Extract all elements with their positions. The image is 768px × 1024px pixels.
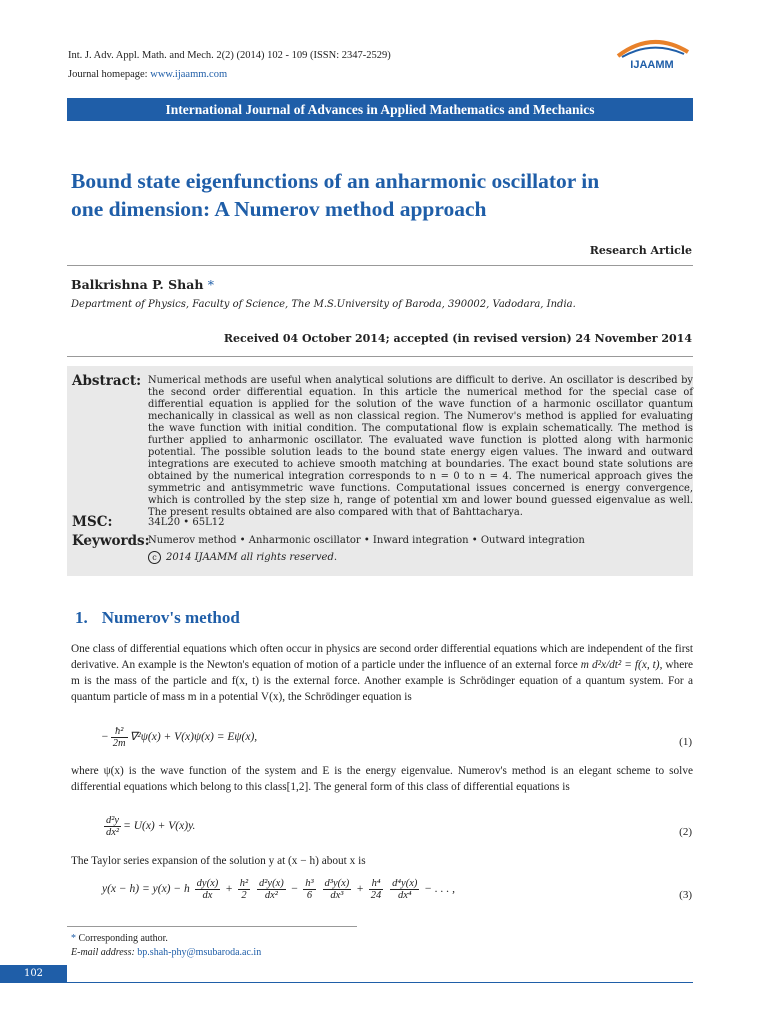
- author-name: [71, 277, 214, 292]
- abstract-label: Abstract:: [72, 373, 142, 389]
- footnote-text: Corresponding author.: [78, 933, 168, 944]
- equation-tail: − . . . ,: [424, 883, 456, 896]
- fraction: [369, 878, 384, 901]
- equation-body: ∇²ψ(x) + V(x)ψ(x) = Eψ(x),: [129, 731, 258, 744]
- plus-sign: +: [356, 883, 364, 896]
- author-affiliation: Department of Physics, Faculty of Science, The M.S.University of Baroda, 390002, Vadodara, India.: [71, 299, 576, 310]
- fraction: [323, 878, 352, 901]
- body-paragraph: where ψ(x) is the wave function of the system and E is the energy eigenvalue. Numerov's method is an elegant scheme to solve differential equations which belong to this class[1,2]. The general form of this class of differential equations is: [71, 765, 693, 793]
- msc-label: MSC:: [72, 514, 113, 530]
- paper-title: [71, 167, 711, 223]
- numerator: h³: [305, 878, 314, 889]
- author-footnote-mark[interactable]: *: [207, 277, 215, 292]
- equation-number: (3): [679, 889, 692, 901]
- fraction: [104, 815, 121, 838]
- copyright-text: 2014 IJAAMM all rights reserved.: [166, 552, 338, 563]
- denominator: 6: [306, 890, 313, 901]
- copyright-icon: c: [148, 551, 161, 564]
- citation-line: Int. J. Adv. Appl. Math. and Mech. 2(2) (2014) 102 - 109 (ISSN: 2347-2529): [68, 50, 391, 61]
- numerator: dy(x): [196, 878, 219, 889]
- numerator: d³y(x): [324, 878, 350, 889]
- equation-number: (1): [679, 736, 692, 748]
- fraction: [238, 878, 250, 901]
- footnote-email: [71, 947, 261, 958]
- equation-3: [102, 878, 455, 901]
- equation-body: = U(x) + V(x)y.: [123, 820, 196, 833]
- author-text: Balkrishna P. Shah: [71, 277, 204, 292]
- fraction: [257, 878, 286, 901]
- minus-sign: −: [101, 731, 109, 744]
- footnote-corresponding: [71, 933, 168, 944]
- equation-number: (2): [679, 826, 692, 838]
- homepage-link[interactable]: www.ijaamm.com: [150, 69, 228, 80]
- paragraph-text: , where m is the mass of the particle and f(x, t) is the external force. Another example is Schrödinger equation of a quantum system. For a quantum particle of mass m in a potential V(x), the Schrödinger equation is: [71, 659, 693, 703]
- article-type: Research Article: [589, 244, 692, 257]
- title-line-1: Bound state eigenfunctions of an anharmonic oscillator in: [71, 169, 600, 193]
- denominator: dx⁴: [397, 890, 412, 901]
- numerator: h⁴: [369, 878, 384, 890]
- keywords-list: Numerov method • Anharmonic oscillator • Inward integration • Outward integration: [148, 535, 585, 546]
- fraction: [303, 878, 315, 901]
- journal-name-bar: International Journal of Advances in Applied Mathematics and Mechanics: [67, 98, 693, 121]
- paragraph-text: One class of differential equations which often occur in physics are second order differential equations which are independent of the first derivative. An example is the Newton's equation of motion of a particle under the influence of an external force: [71, 643, 693, 671]
- abstract-box: [67, 366, 693, 576]
- section-heading: [75, 608, 240, 628]
- journal-logo: [610, 36, 694, 76]
- numerator: d⁴y(x): [392, 878, 418, 889]
- homepage-label: Journal homepage:: [68, 69, 151, 80]
- denominator: dx: [202, 890, 213, 901]
- footnote-mark: *: [71, 933, 76, 944]
- denominator: dx²: [264, 890, 278, 901]
- equation-2: [102, 815, 195, 838]
- denominator: dx³: [330, 890, 344, 901]
- equation-lhs: y(x − h) = y(x) − h: [102, 883, 190, 896]
- numerator: d²y(x): [259, 878, 284, 889]
- divider: [67, 356, 693, 357]
- denominator: 2: [241, 890, 247, 901]
- page-footer-rule: [67, 982, 693, 983]
- divider: [67, 265, 693, 266]
- fraction: [111, 726, 128, 749]
- logo-text: IJAAMM: [630, 59, 674, 71]
- inline-equation: m d²x/dt² = f(x, t): [580, 659, 660, 671]
- abstract-text: Numerical methods are useful when analytical solutions are difficult to derive. An oscillator is described by the second order differential equation. In this article the numerical method for the special case of differential equation is applied for the solution of the wave function of a harmonic oscillator quantum mechanically in classical as well as non classical region. The Numerov's method is applied for evaluating the wave function with initial condition. The computational flow is explain schematically. The method is further applied to anharmonic oscillator. The evaluated wave function is plotted along with harmonic potential. The possible solution leads to the bound state energy eigen values. The inward and outward integrations are executed to achieve smooth matching at boundaries. The exact bound state solutions are obtained by the numerical integration corresponds to n = 0 to n = 4. The numerical approach gives the symmetric and antisymmetric wave functions. Computational issues concerned is energy convergence, which is controlled by the step size h, range of potential xm and lower bound guessed eigenvalue as well. The present results obtained are also compared with that of Bahttacharya.: [148, 375, 693, 518]
- journal-homepage: [68, 69, 227, 80]
- numerator: h²: [239, 878, 249, 889]
- copyright-notice: [148, 551, 337, 564]
- denominator: 2m: [112, 738, 126, 749]
- footnote-divider: [67, 926, 357, 927]
- equation-1: [101, 726, 257, 749]
- fraction: [195, 878, 221, 901]
- email-label: E-mail address:: [71, 947, 138, 958]
- numerator: ħ²: [111, 726, 128, 738]
- page-number: 102: [0, 965, 67, 983]
- fraction: [390, 878, 419, 901]
- minus-sign: −: [290, 883, 299, 896]
- numerator: d²y: [106, 815, 120, 826]
- denominator: dx²: [106, 827, 120, 838]
- email-link[interactable]: bp.shah-phy@msubaroda.ac.in: [137, 947, 262, 958]
- received-dates: Received 04 October 2014; accepted (in revised version) 24 November 2014: [223, 332, 692, 345]
- title-line-2: one dimension: A Numerov method approach: [71, 197, 487, 221]
- keywords-label: Keywords:: [72, 533, 150, 549]
- plus-sign: +: [225, 883, 233, 896]
- body-paragraph: The Taylor series expansion of the solution y at (x − h) about x is: [71, 855, 366, 867]
- section-title: Numerov's method: [101, 608, 240, 627]
- msc-codes: 34L20 • 65L12: [148, 517, 225, 528]
- body-paragraph: [71, 641, 693, 705]
- denominator: 24: [370, 890, 382, 901]
- section-number: 1.: [75, 608, 88, 627]
